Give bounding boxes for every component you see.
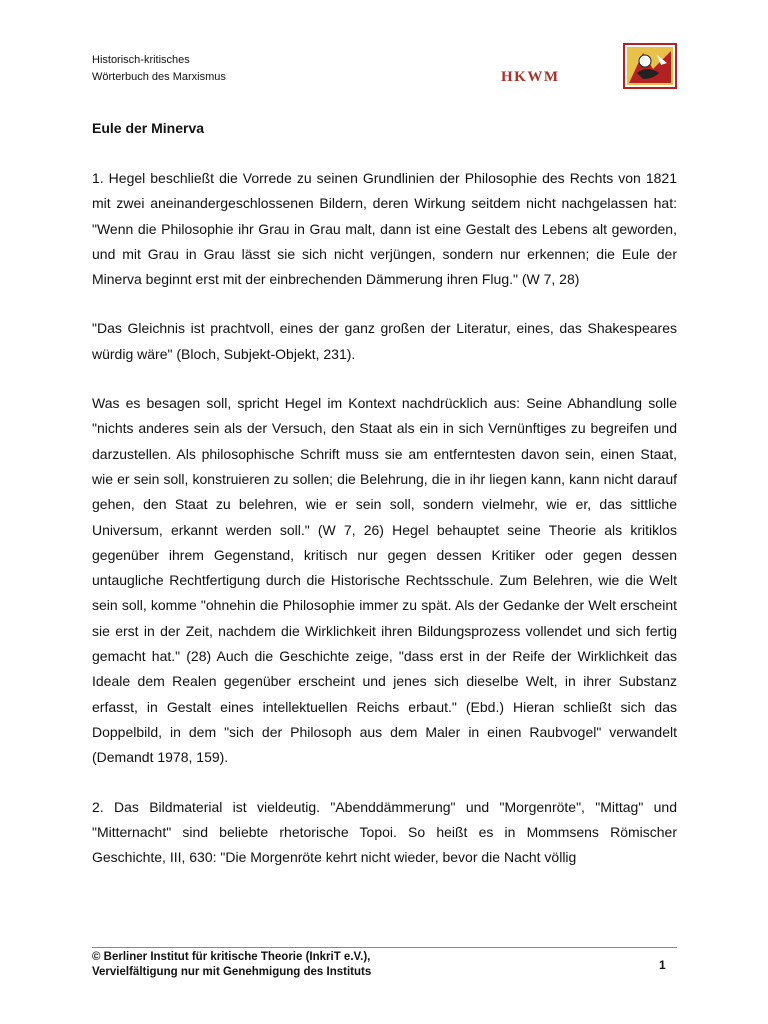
footer-line-1: © Berliner Institut für kritische Theorie (InkriT e.V.), — [92, 951, 371, 963]
header-line-1: Historisch-kritisches — [92, 54, 190, 66]
paragraph: Was es besagen soll, spricht Hegel im Kontext nachdrücklich aus: Seine Abhandlung solle "nichts anderes sein als der Versuch, den Staat als ein in sich Vernünftiges zu begreifen und darzustellen. Als philosophische Schrift muss sie am entferntesten davon sein, einen Staat, wie er sein soll, konstruieren zu sollen; die Belehrung, die in ihr liegen kann, kann nicht darauf gehen, den Staat zu belehren, wie er sein soll, sondern vielmehr, wie er, das sittliche Universum, erkannt werden soll." (W 7, 26) Hegel behauptet seine Theorie als kritiklos gegenüber ihrem Gegenstand, kritisch nur gegen dessen Kritiker oder gegen dessen untaugliche Rechtfertigung durch die Historische Rechtsschule. Zum Belehren, wie die Welt sein soll, komme "ohnehin die Philosophie immer zu spät. Als der Gedanke der Welt erscheint sie erst in der Zeit, nachdem die Wirklichkeit ihren Bildungsprozess vollendet und sich fertig gemacht hat." (28) Auch die Geschichte zeige, "dass erst in der Reife der Wirklichkeit das Ideale dem Realen gegenüber erscheint und jenes sich dieselbe Welt, in ihrer Substanz erfasst, in Gestalt eines intellektuellen Reichs erbaut." (Ebd.) Hieran schließt sich das Doppelbild, in dem "sich der Philosoph aus dem Maler in einen Raubvogel" verwandelt (Demandt 1978, 159). — [92, 395, 677, 766]
header-publication — [92, 52, 226, 86]
footer-copyright — [92, 950, 371, 980]
header-brand: HKWM — [501, 69, 560, 85]
footer-divider — [92, 947, 677, 948]
paragraph: "Das Gleichnis ist prachtvoll, eines der ganz großen der Literatur, eines, das Shakespeares würdig wäre" (Bloch, Subjekt-Objekt, 231). — [92, 320, 677, 362]
page-number: 1 — [659, 958, 666, 972]
footer-line-2: Vervielfältigung nur mit Genehmigung des Instituts — [92, 966, 372, 978]
header-line-2: Wörterbuch des Marxismus — [92, 71, 226, 83]
hkwm-logo-icon — [623, 43, 677, 89]
paragraph: 2. Das Bildmaterial ist vieldeutig. "Abenddämmerung" und "Morgenröte", "Mittag" und "Mitternacht" sind beliebte rhetorische Topoi. So heißt es in Mommsens Römischer Geschichte, III, 630: "Die Morgenröte kehrt nicht wieder, bevor die Nacht völlig — [92, 798, 677, 866]
page-title: Eule der Minerva — [92, 120, 205, 136]
document-body — [92, 166, 677, 894]
paragraph: 1. Hegel beschließt die Vorrede zu seinen Grundlinien der Philosophie des Rechts von 1821 mit zwei aneinandergeschlossenen Bildern, deren Wirkung seitdem nicht nachgelassen hat: "Wenn die Philosophie ihr Grau in Grau malt, dann ist eine Gestalt des Lebens alt geworden, und mit Grau in Grau lässt sie sich nicht verjüngen, sondern nur erkennen; die Eule der Minerva beginnt erst mit der einbrechenden Dämmerung ihren Flug." (W 7, 28) — [92, 170, 677, 288]
